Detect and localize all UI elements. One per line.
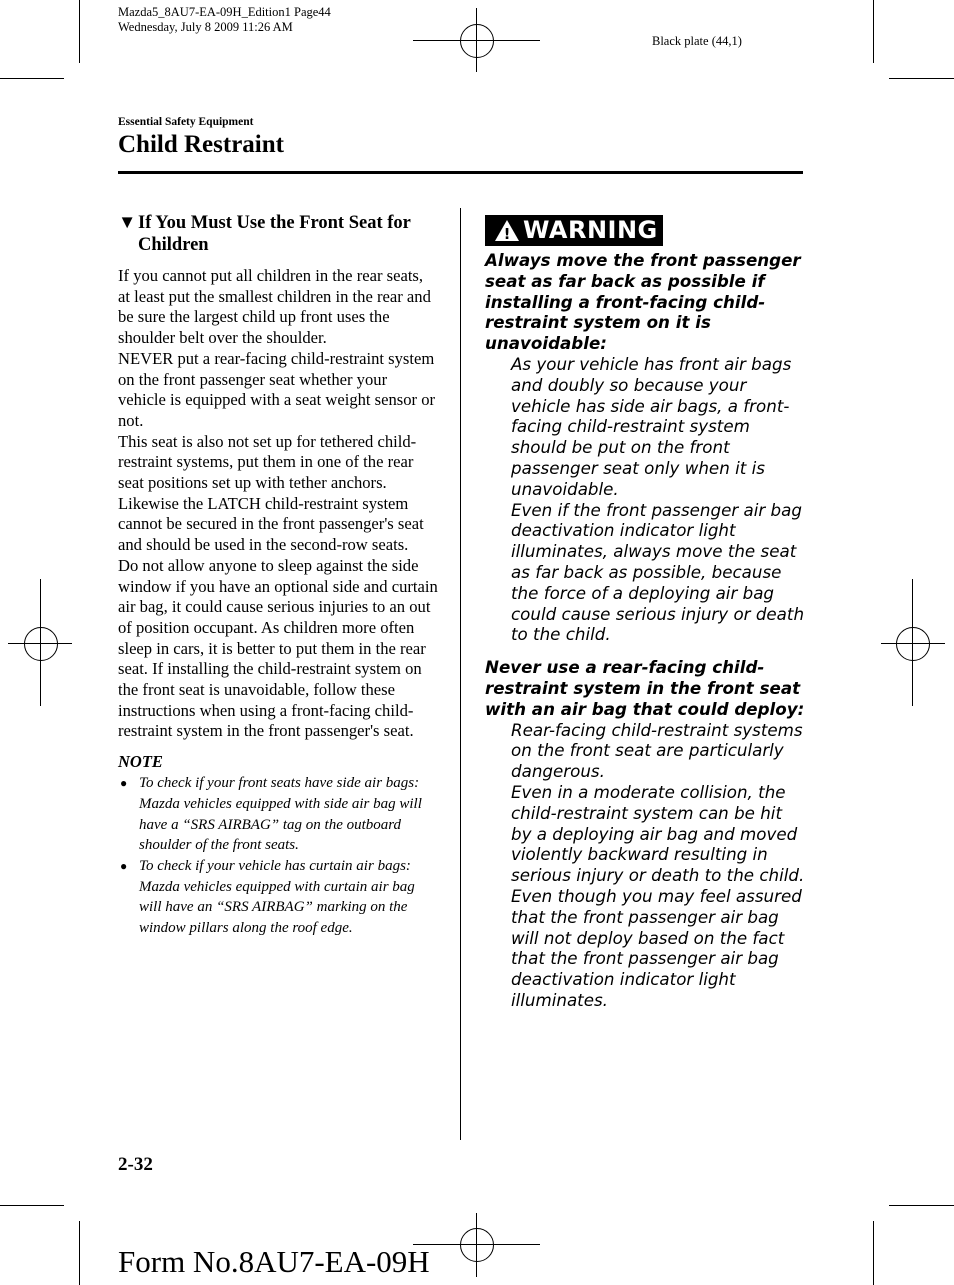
warning-body: Even if the front passenger air bag deactivation indicator light illuminates, always move the seat as far back as possible, because the force of a deploying air bag could cause serious injury or death to the child. [511, 499, 805, 645]
title-rule [118, 171, 803, 174]
paragraph: NEVER put a rear-facing child-restraint system on the front passenger seat whether your vehicle is equipped with a seat weight sensor or not. [118, 348, 436, 430]
warning-body: As your vehicle has front air bags and doubly so because your vehicle has side air bags, a front-facing child-restraint system should be put on the front passenger seat only when it is unavoidable. [511, 353, 792, 499]
paragraph: If you cannot put all children in the rear seats, at least put the smallest children in the rear and be sure the largest child up front uses the shoulder belt over the shoulder. [118, 266, 431, 348]
note-list [118, 773, 438, 939]
warning-block [485, 657, 805, 1011]
note-detail: Mazda vehicles equipped with side air bag will have a “SRS AIRBAG” tag on the outboard shoulder of the front seats. [139, 795, 422, 854]
note-detail: Mazda vehicles equipped with curtain air bag will have an “SRS AIRBAG” marking on the window pillars along the roof edge. [139, 878, 415, 937]
paragraph: Likewise the LATCH child-restraint system cannot be secured in the front passenger's seat and should be used in the second-row seats. [118, 493, 424, 555]
warning-body: Even in a moderate collision, the child-restraint system can be hit by a deploying air bag and moved violently backward resulting in serious injury or death to the child. Even though you may feel assured that the front passenger air bag will not deploy based on the fact that the front passenger air bag deactivation indicator light illuminates. [511, 781, 805, 1010]
column-divider [460, 208, 461, 1140]
warning-heading: Always move the front passenger seat as far back as possible if installing a front-facing child-restraint system on it is unavoidable: [485, 250, 801, 354]
triangle-down-icon: ▼ [118, 213, 137, 233]
note-item [118, 773, 438, 856]
note-lead: To check if your front seats have side air bags: [139, 775, 420, 792]
subheading-text: If You Must Use the Front Seat for Children [138, 213, 411, 255]
bullet-icon: ● [120, 776, 128, 791]
warning-label: WARNING [523, 216, 658, 244]
page-number: 2-32 [118, 1154, 153, 1175]
body-text [118, 266, 438, 742]
note-lead: To check if your vehicle has curtain air bags: [139, 857, 411, 874]
warning-heading: Never use a rear-facing child-restraint system in the front seat with an air bag that could deploy: [485, 657, 805, 719]
warning-exclamation: ! [503, 225, 511, 242]
plate-label: Black plate (44,1) [652, 34, 742, 48]
warning-block [485, 250, 805, 645]
paragraph: This seat is also not set up for tethered child-restraint systems, put them in one of the rear seat positions set up with tether anchors. [118, 431, 417, 493]
print-meta [118, 5, 331, 35]
left-column [118, 212, 438, 939]
section-label: Essential Safety Equipment [118, 116, 254, 128]
warning-content [485, 250, 805, 1011]
print-meta-file: Mazda5_8AU7-EA-09H_Edition1 Page44 [118, 5, 331, 19]
bullet-icon: ● [120, 858, 128, 873]
form-number: Form No.8AU7-EA-09H [118, 1244, 430, 1279]
note-label: NOTE [118, 752, 163, 772]
warning-triangle-icon [494, 219, 520, 242]
note-item [118, 856, 438, 939]
page-title: Child Restraint [118, 131, 284, 158]
print-meta-date: Wednesday, July 8 2009 11:26 AM [118, 20, 293, 34]
warning-body: Rear-facing child-restraint systems on the front seat are particularly dangerous. [511, 719, 803, 782]
paragraph: Do not allow anyone to sleep against the side window if you have an optional side and curtain air bag, it could cause serious injuries to an out of position occupant. As children more often sleep in cars, it is better to put them in the rear seat. If installing the child-restraint system on the front seat is unavoidable, follow these instructions when using a front-facing child-restraint system in the front passenger's seat. [118, 555, 438, 741]
warning-banner [485, 215, 663, 246]
subheading [118, 212, 438, 256]
